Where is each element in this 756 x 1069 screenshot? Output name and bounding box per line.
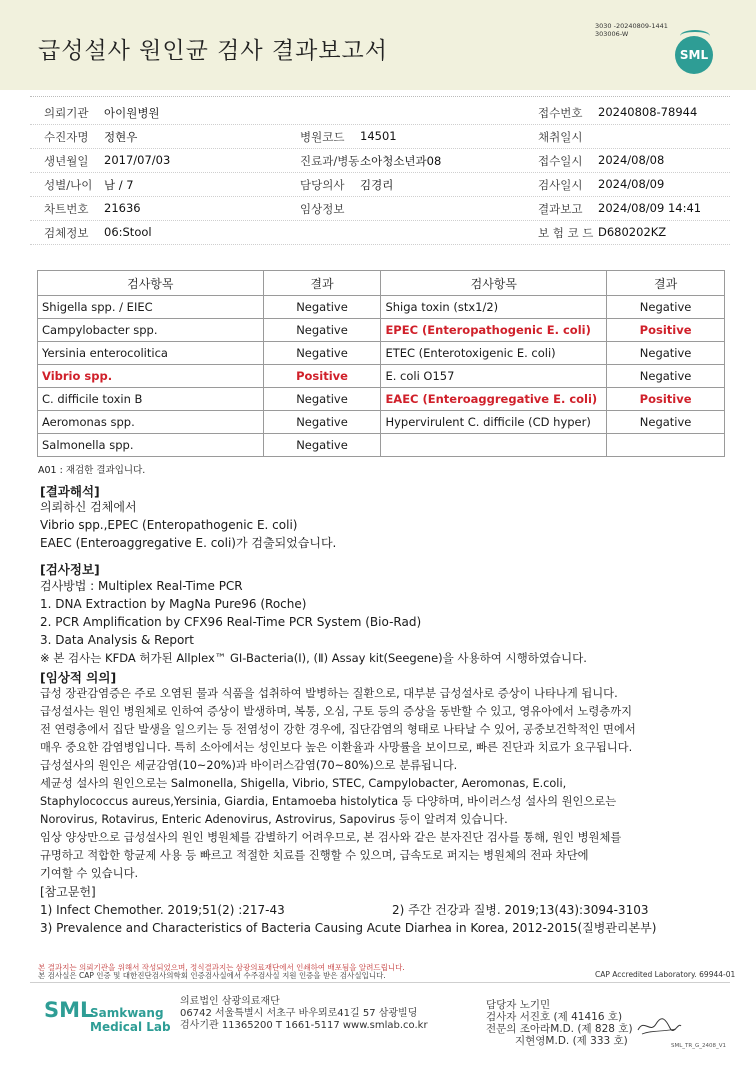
form-version: SML_TR_G_2408_V1 [671, 1043, 727, 1049]
test-item: Shigella spp. / EIEC [38, 296, 264, 319]
info-label: 수진자명 [44, 130, 89, 144]
footer-notice-red: 본 결과지는 의뢰기관을 위해서 작성되었으며, 정식결과지는 삼광의료재단에서 인쇄하여 배포됨을 알려드립니다. [38, 963, 405, 972]
test-result: Negative [607, 342, 725, 365]
info-value: 소아청소년과08 [360, 154, 442, 168]
report-title: 급성설사 원인균 검사 결과보고서 [38, 38, 388, 64]
results-table [37, 270, 725, 457]
info-row [30, 148, 730, 173]
document-code-line: 3030 -20240809-1441 [595, 22, 668, 30]
test-result [607, 434, 725, 457]
test-item: C. difficile toxin B [38, 388, 264, 411]
table-row [38, 342, 725, 365]
table-row [38, 296, 725, 319]
text-line: Norovirus, Rotavirus, Enteric Adenovirus, Astrovirus, Sapovirus 등이 알려져 있습니다. [40, 813, 508, 826]
text-line: 규명하고 적합한 항균제 사용 등 빠르고 적절한 치료를 진행할 수 있으며, 급속도로 퍼지는 병원체의 전파 차단에 [40, 849, 589, 862]
address-line: 검사기관 11365200 T 1661-5117 www.smlab.co.kr [180, 1020, 428, 1031]
reference-1: 1) Infect Chemother. 2019;51(2) :217-43 [40, 903, 285, 917]
info-label: 진료과/병동 [300, 154, 360, 168]
info-label: 채취일시 [538, 130, 583, 144]
info-value: D680202KZ [598, 225, 667, 239]
test-result-positive: Positive [607, 388, 725, 411]
table-header-row [38, 271, 725, 296]
cap-accreditation: CAP Accredited Laboratory. 69944-01 [595, 970, 736, 979]
test-item [381, 434, 607, 457]
test-item: E. coli O157 [381, 365, 607, 388]
test-item-positive: EPEC (Enteropathogenic E. coli) [381, 319, 607, 342]
test-item-positive: EAEC (Enteroaggregative E. coli) [381, 388, 607, 411]
text-line: Vibrio spp.,EPEC (Enteropathogenic E. coli) [40, 518, 298, 532]
info-label: 검체정보 [44, 226, 89, 240]
signature-icon [636, 1014, 682, 1038]
info-label: 성별/나이 [44, 178, 93, 192]
text-line: EAEC (Enteroaggregative E. coli)가 검출되었습니다. [40, 536, 337, 550]
address-line: 06742 서울특별시 서초구 바우뫼로41길 57 삼광빌딩 [180, 1008, 418, 1019]
info-value: 21636 [104, 201, 141, 215]
test-result: Negative [607, 365, 725, 388]
text-line: 세균성 설사의 원인으로는 Salmonella, Shigella, Vibrio, STEC, Campylobacter, Aeromonas, E.coli, [40, 777, 567, 790]
info-label: 보 험 코 드 [538, 226, 594, 240]
test-info-text [40, 577, 587, 667]
table-row [38, 388, 725, 411]
test-result: Negative [263, 319, 381, 342]
info-label: 차트번호 [44, 202, 89, 216]
org-name-line: Samkwang [90, 1006, 164, 1020]
test-result: Negative [263, 434, 381, 457]
text-line: 급성 장관감염증은 주로 오염된 물과 식품을 섭취하여 발병하는 질환으로, 대부분 급성설사로 증상이 나타나게 됩니다. [40, 687, 618, 700]
text-line: 1. DNA Extraction by MagNa Pure96 (Roche) [40, 597, 307, 611]
text-line: 매우 중요한 감염병입니다. 특히 소아에서는 성인보다 높은 이환율과 사망률을 보이므로, 빠른 진단과 치료가 요구됩니다. [40, 741, 633, 754]
test-result: Negative [263, 342, 381, 365]
table-row [38, 411, 725, 434]
clinical-text [40, 685, 636, 883]
info-value: 정현우 [104, 130, 138, 144]
test-item: Campylobacter spp. [38, 319, 264, 342]
info-value: 아이원병원 [104, 106, 160, 120]
info-row [30, 100, 730, 125]
info-value: 김경리 [360, 178, 394, 192]
text-line: ※ 본 검사는 KFDA 허가된 Allplex™ GI-Bacteria(Ⅰ), (Ⅱ) Assay kit(Seegene)을 사용하여 시행하였습니다. [40, 651, 587, 665]
sml-logo-icon: SML [675, 36, 713, 74]
staff-line: 지현영M.D. (제 333 호) [515, 1035, 628, 1047]
address-line: 의료법인 삼광의료재단 [180, 996, 280, 1007]
text-line: 3. Data Analysis & Report [40, 633, 194, 647]
test-item: Salmonella spp. [38, 434, 264, 457]
info-label: 의뢰기관 [44, 106, 89, 120]
table-row [38, 434, 725, 457]
info-label: 접수번호 [538, 106, 583, 120]
text-line: 기여할 수 있습니다. [40, 867, 139, 880]
organization-name [90, 1006, 171, 1034]
info-row [30, 196, 730, 221]
test-result: Negative [263, 296, 381, 319]
info-value: 2024/08/08 [598, 153, 665, 167]
info-label: 생년월일 [44, 154, 89, 168]
test-result: Negative [263, 388, 381, 411]
column-header: 결과 [263, 271, 381, 296]
test-info-title: [검사정보] [40, 562, 100, 577]
text-line: 검사방법 : Multiplex Real-Time PCR [40, 579, 243, 593]
test-item: Hypervirulent C. difficile (CD hyper) [381, 411, 607, 434]
info-value: 20240808-78944 [598, 105, 698, 119]
text-line: 의뢰하신 검체에서 [40, 500, 137, 514]
text-line: 급성설사의 원인은 세균감염(10~20%)과 바이러스감염(70~80%)으로 분류됩니다. [40, 759, 458, 772]
info-label: 임상정보 [300, 202, 345, 216]
footer-notice: 본 검사실은 CAP 인증 및 대한진단검사의학회 인증검사실에서 수주검사실 지원 인증을 받은 검사실입니다. [38, 971, 386, 980]
test-result: Negative [607, 296, 725, 319]
column-header: 결과 [607, 271, 725, 296]
test-item: Shiga toxin (stx1/2) [381, 296, 607, 319]
info-label: 검사일시 [538, 178, 583, 192]
column-header: 검사항목 [38, 271, 264, 296]
test-result: Negative [263, 411, 381, 434]
staff-line: 전문의 조아라M.D. (제 828 호) [486, 1023, 633, 1035]
column-header: 검사항목 [381, 271, 607, 296]
info-row [30, 124, 730, 149]
org-name-line: Medical Lab [90, 1020, 171, 1034]
info-value: 2024/08/09 14:41 [598, 201, 702, 215]
divider [30, 96, 730, 97]
test-item: Aeromonas spp. [38, 411, 264, 434]
staff-info [486, 999, 633, 1047]
text-line: 급성설사는 원인 병원체로 인하여 증상이 발생하며, 복통, 오심, 구토 등의 증상을 동반할 수 있고, 영유아에서 노령층까지 [40, 705, 633, 718]
test-result: Negative [607, 411, 725, 434]
info-value: 06:Stool [104, 225, 152, 239]
table-row [38, 319, 725, 342]
test-item: ETEC (Enterotoxigenic E. coli) [381, 342, 607, 365]
retest-note: A01 : 재검한 결과입니다. [38, 465, 146, 476]
references-title: [참고문헌] [40, 885, 96, 899]
staff-line: 담당자 노기민 [486, 999, 551, 1011]
table-row [38, 365, 725, 388]
reference-2: 2) 주간 건강과 질병. 2019;13(43):3094-3103 [392, 903, 649, 917]
test-item: Yersinia enterocolitica [38, 342, 264, 365]
info-value: 2024/08/09 [598, 177, 665, 191]
staff-line: 검사자 서진호 (제 41416 호) [486, 1011, 623, 1023]
reference-3: 3) Prevalence and Characteristics of Bacteria Causing Acute Diarhea in Korea, 2012-2015(질병관리본부) [40, 921, 657, 935]
text-line: 2. PCR Amplification by CFX96 Real-Time PCR System (Bio-Rad) [40, 615, 422, 629]
document-code [595, 22, 668, 38]
info-label: 접수일시 [538, 154, 583, 168]
info-label: 담당의사 [300, 178, 345, 192]
info-value: 남 / 7 [104, 178, 134, 192]
test-result-positive: Positive [263, 365, 381, 388]
document-code-line: 303006-W [595, 30, 629, 38]
test-result-positive: Positive [607, 319, 725, 342]
info-label: 병원코드 [300, 130, 345, 144]
info-value: 14501 [360, 129, 397, 143]
info-label: 결과보고 [538, 202, 583, 216]
info-value: 2017/07/03 [104, 153, 171, 167]
interpretation-text [40, 498, 336, 552]
info-row [30, 172, 730, 197]
sml-footer-logo-icon: SML [44, 998, 94, 1022]
divider [30, 982, 730, 983]
text-line: Staphylococcus aureus,Yersinia, Giardia, Entamoeba histolytica 등 다양하며, 바이러스성 설사의 원인으로는 [40, 795, 617, 808]
info-row [30, 220, 730, 245]
text-line: 전 연령층에서 집단 발생을 일으키는 등 전염성이 강한 경우에, 집단감염의 형태로 나타날 수 있어, 공중보건학적인 면에서 [40, 723, 636, 736]
clinical-title: [임상적 의의] [40, 670, 117, 685]
organization-address [180, 996, 428, 1032]
interpretation-title: [결과해석] [40, 484, 100, 499]
text-line: 임상 양상만으로 급성설사의 원인 병원체를 감별하기 어려우므로, 본 검사와 같은 분자진단 검사를 통해, 원인 병원체를 [40, 831, 622, 844]
test-item-positive: Vibrio spp. [38, 365, 264, 388]
